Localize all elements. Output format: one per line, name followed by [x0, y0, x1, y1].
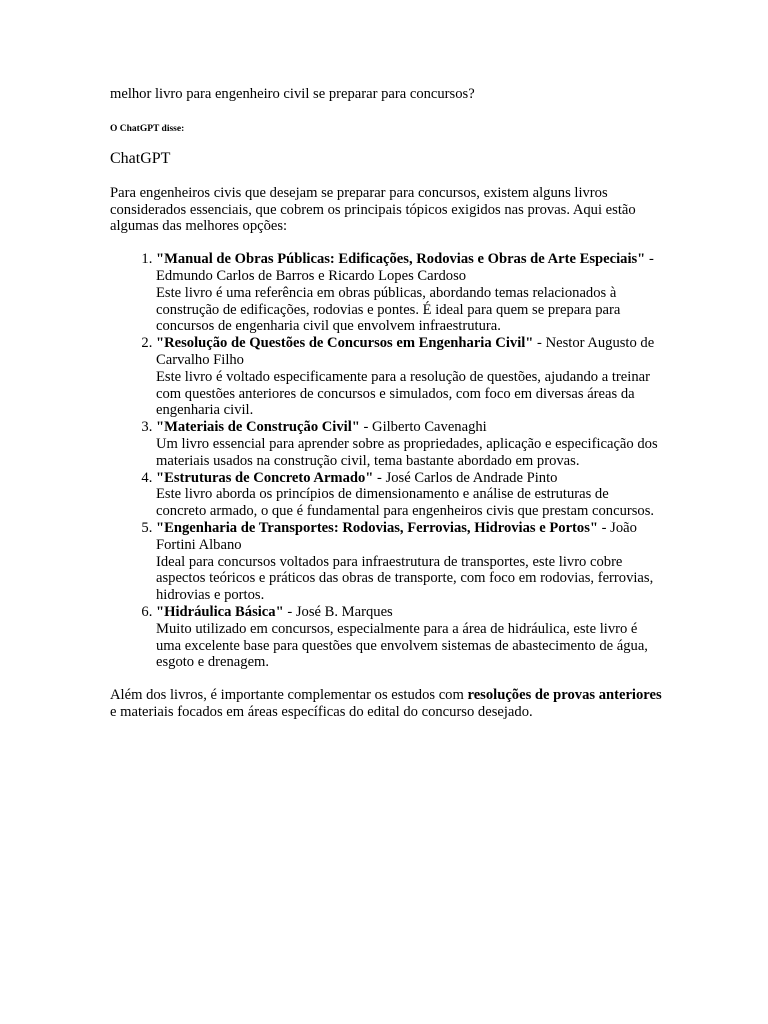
user-question: melhor livro para engenheiro civil se preparar para concursos?: [110, 86, 475, 102]
book-description: Este livro é voltado especificamente para a resolução de questões, ajudando a treinar com questões anteriores de concursos e simulados, com foco em diversas áreas da engenharia civil.: [156, 368, 650, 419]
intro-paragraph: Para engenheiros civis que desejam se preparar para concursos, existem alguns livros considerados essenciais, que cobrem os principais tópicos exigidos nas provas. Aqui estão algumas das melhores opções:: [110, 184, 636, 235]
book-description: Muito utilizado em concursos, especialmente para a área de hidráulica, este livro é uma excelente base para questões que envolvem sistemas de abastecimento de água, esgoto e drenagem.: [156, 620, 648, 671]
conclusion-text-start: Além dos livros, é importante complementar os estudos com: [110, 687, 468, 704]
book-description: Ideal para concursos voltados para infraestrutura de transportes, este livro cobre aspectos teóricos e práticos das obras de transporte, com foco em rodovias, ferrovias, hidrovias e portos.: [156, 553, 654, 604]
book-description: Este livro é uma referência em obras públicas, abordando temas relacionados à construção de edificações, rodovias e pontes. É ideal para quem se prepara para concursos de engenharia civil que envolvem infraestrutura.: [156, 284, 621, 335]
list-item: [156, 604, 662, 671]
book-author: - Nestor Augusto de Carvalho Filho: [156, 335, 655, 368]
book-author: - José B. Marques: [283, 603, 393, 620]
book-title: "Resolução de Questões de Concursos em Engenharia Civil": [156, 335, 534, 352]
book-author: - José Carlos de Andrade Pinto: [373, 469, 558, 486]
book-author: - Gilberto Cavenaghi: [359, 419, 487, 436]
book-title: "Engenharia de Transportes: Rodovias, Ferrovias, Hidrovias e Portos": [156, 519, 598, 536]
book-title: "Materiais de Construção Civil": [156, 419, 360, 436]
book-title: "Hidráulica Básica": [156, 603, 284, 620]
document-page: [110, 86, 662, 721]
conclusion-text-end: e materiais focados em áreas específicas do edital do concurso desejado.: [110, 703, 533, 720]
book-description: Este livro aborda os princípios de dimensionamento e análise de estruturas de concreto armado, o que é fundamental para engenheiros civis que prestam concursos.: [156, 486, 655, 520]
book-title: "Estruturas de Concreto Armado": [156, 469, 374, 486]
conclusion-paragraph: [110, 687, 662, 721]
book-author: - João Fortini Albano: [156, 519, 637, 553]
book-title: "Manual de Obras Públicas: Edificações, Rodovias e Obras de Arte Especiais": [156, 251, 646, 268]
list-item: [156, 251, 662, 335]
book-author: - Edmundo Carlos de Barros e Ricardo Lopes Cardoso: [156, 251, 654, 284]
list-item: [156, 335, 662, 419]
book-list: [110, 251, 662, 671]
list-item: [156, 520, 662, 604]
book-description: Um livro essencial para aprender sobre as propriedades, aplicação e especificação dos materiais usados na construção civil, tema bastante abordado em provas.: [156, 435, 658, 469]
list-item: [156, 419, 662, 469]
conclusion-emphasis: resoluções de provas anteriores: [467, 687, 662, 704]
response-label: O ChatGPT disse:: [110, 123, 185, 134]
model-name: ChatGPT: [110, 149, 171, 167]
list-item: [156, 470, 662, 520]
